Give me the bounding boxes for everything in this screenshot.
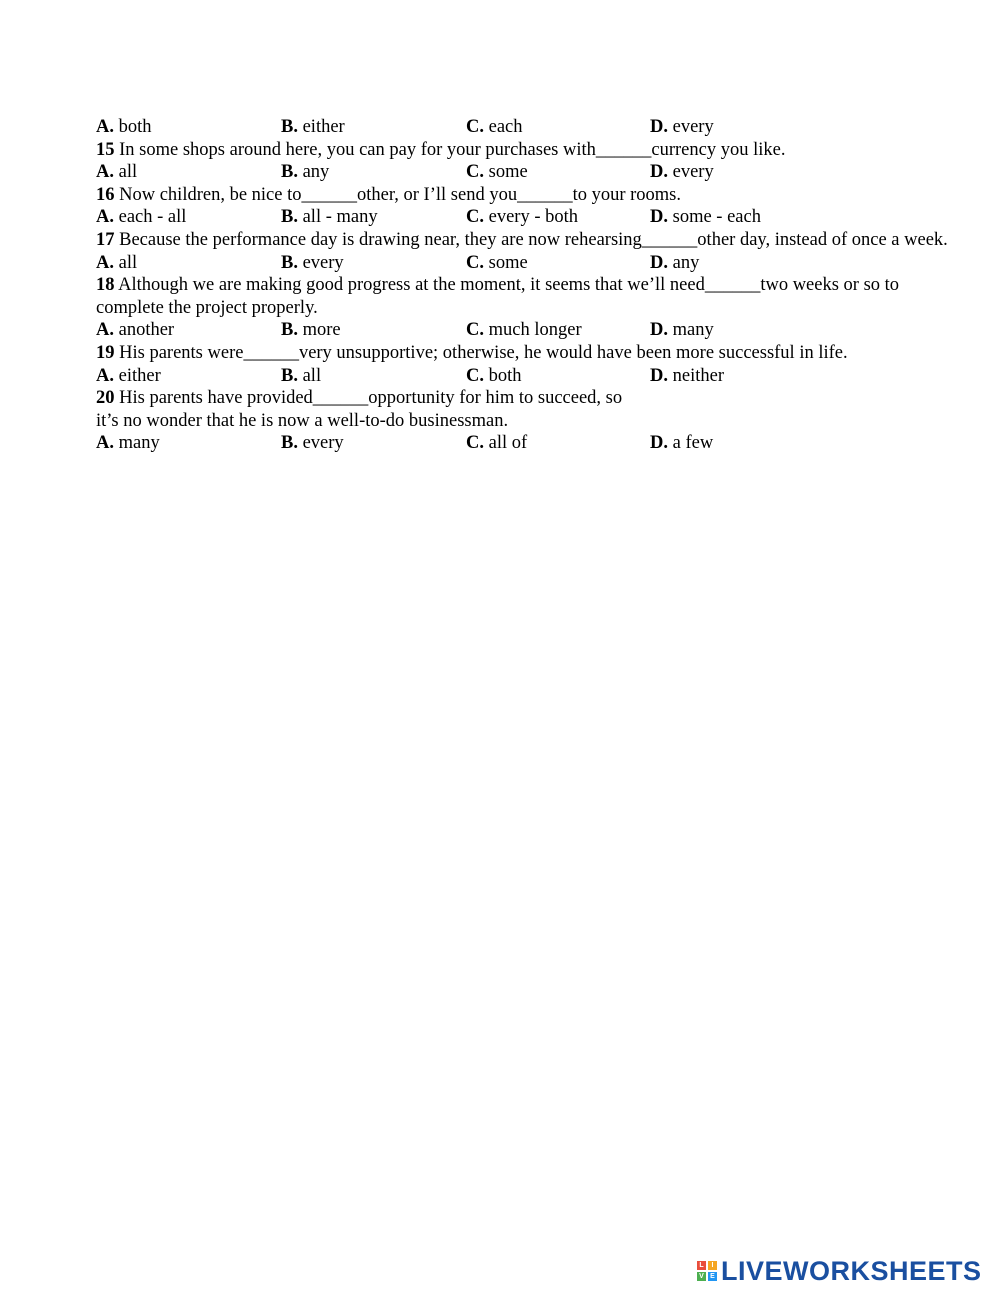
question-18: 18 Although we are making good progress at the moment, it seems that we’ll need______two weeks or so to complete the project properly. — [96, 275, 900, 318]
option-d: D. every — [650, 117, 714, 137]
options-row-18 — [96, 319, 952, 342]
options-row-19 — [96, 365, 952, 388]
option-d[interactable]: D. neither — [650, 365, 724, 386]
option-a[interactable]: A. each - all — [96, 207, 187, 228]
question-20-continued: it’s no wonder that he is now a well-to-do businessman. — [96, 410, 509, 431]
option-a[interactable]: A. all — [96, 162, 138, 183]
option-d[interactable]: D. many — [650, 320, 714, 341]
liveworksheets-logo-icon: L I V E — [697, 1261, 717, 1281]
question-16: 16 Now children, be nice to______other, or I’ll send you______to your rooms. — [96, 184, 681, 205]
liveworksheets-wordmark: LIVEWORKSHEETS — [721, 1255, 982, 1286]
option-d[interactable]: D. any — [650, 252, 700, 273]
option-c[interactable]: C. some — [466, 252, 528, 273]
question-15: 15 In some shops around here, you can pay for your purchases with______currency you like. — [96, 139, 786, 160]
option-c[interactable]: C. both — [466, 365, 522, 386]
option-c[interactable]: C. some — [466, 162, 528, 183]
option-a[interactable]: A. all — [96, 252, 138, 273]
options-row-14 — [96, 116, 952, 139]
option-b[interactable]: B. all — [281, 365, 322, 386]
option-d[interactable]: D. a few — [650, 433, 714, 454]
option-a[interactable]: A. many — [96, 433, 160, 454]
option-d[interactable]: D. some - each — [650, 207, 761, 228]
question-17: 17 Because the performance day is drawing near, they are now rehearsing______other day, instead of once a week. — [96, 229, 948, 250]
liveworksheets-logo — [697, 1256, 982, 1286]
option-b[interactable]: B. every — [281, 433, 344, 454]
option-a[interactable]: A. another — [96, 320, 175, 341]
option-b[interactable]: B. every — [281, 252, 344, 273]
options-row-17 — [96, 252, 952, 275]
options-row-16 — [96, 206, 952, 229]
worksheet-page — [96, 116, 952, 455]
question-19: 19 His parents were______very unsupportive; otherwise, he would have been more successful in life. — [96, 342, 848, 363]
option-b[interactable]: B. any — [281, 162, 330, 183]
options-row-15 — [96, 161, 952, 184]
option-b[interactable]: B. more — [281, 320, 341, 341]
option-c: C. each — [466, 117, 523, 137]
option-d[interactable]: D. every — [650, 162, 714, 183]
option-b[interactable]: B. all - many — [281, 207, 378, 228]
option-c[interactable]: C. much longer — [466, 320, 582, 341]
option-c[interactable]: C. every - both — [466, 207, 579, 228]
option-c[interactable]: C. all of — [466, 433, 528, 454]
options-row-20 — [96, 432, 952, 455]
question-20: 20 His parents have provided______opportunity for him to succeed, so — [96, 388, 623, 409]
option-a: A. both — [96, 117, 152, 137]
option-a[interactable]: A. either — [96, 365, 161, 386]
option-b: B. either — [281, 117, 345, 137]
